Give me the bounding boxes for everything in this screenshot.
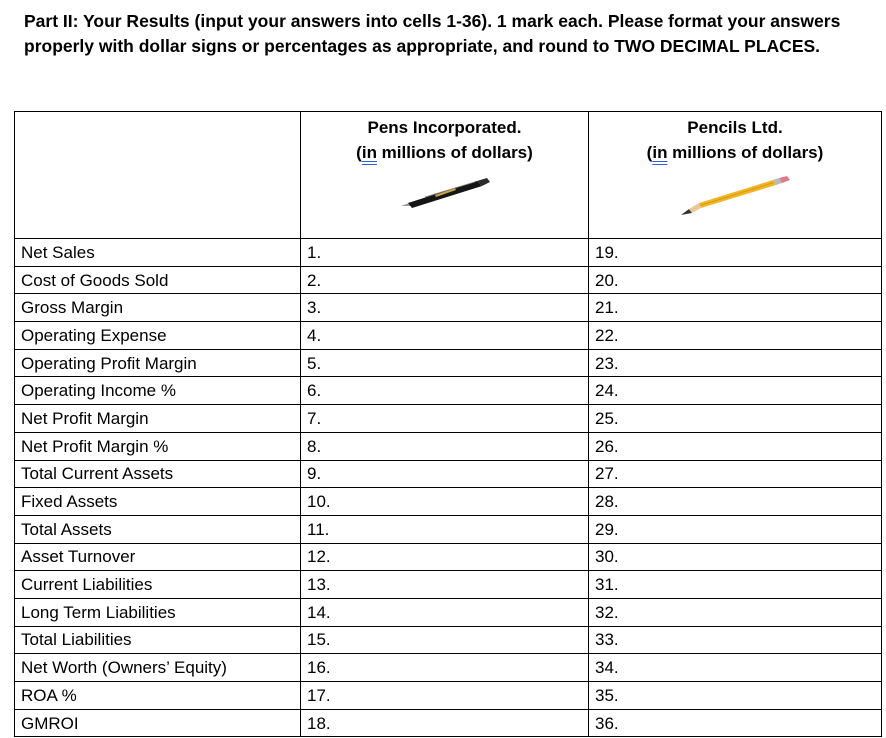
pencils-answer-cell[interactable]: 27. bbox=[589, 460, 882, 488]
pencils-answer-cell[interactable]: 30. bbox=[589, 543, 882, 571]
row-label: Net Profit Margin bbox=[15, 405, 301, 433]
pens-answer-cell[interactable]: 6. bbox=[301, 377, 589, 405]
table-row bbox=[15, 543, 882, 571]
table-row bbox=[15, 598, 882, 626]
table-row bbox=[15, 682, 882, 710]
table-row bbox=[15, 322, 882, 350]
row-label: Net Profit Margin % bbox=[15, 432, 301, 460]
table-row bbox=[15, 266, 882, 294]
pens-answer-cell[interactable]: 13. bbox=[301, 571, 589, 599]
pens-column-units: (in millions of dollars) bbox=[356, 143, 533, 162]
header-pencils-cell[interactable] bbox=[589, 112, 882, 239]
pencils-answer-cell[interactable]: 35. bbox=[589, 682, 882, 710]
row-label: Asset Turnover bbox=[15, 543, 301, 571]
row-label: Net Sales bbox=[15, 239, 301, 267]
row-label: Fixed Assets bbox=[15, 488, 301, 516]
pens-answer-cell[interactable]: 11. bbox=[301, 515, 589, 543]
pencils-answer-cell[interactable]: 22. bbox=[589, 322, 882, 350]
pens-answer-cell[interactable]: 1. bbox=[301, 239, 589, 267]
pencils-answer-cell[interactable]: 19. bbox=[589, 239, 882, 267]
pencils-answer-cell[interactable]: 23. bbox=[589, 349, 882, 377]
row-label: ROA % bbox=[15, 682, 301, 710]
row-label: Total Current Assets bbox=[15, 460, 301, 488]
instructions-heading: Part II: Your Results (input your answers into cells 1-36). 1 mark each. Please format your answers properly with dollar signs or percentages as appropriate, and round to TWO DECIMAL PLACES. bbox=[24, 11, 841, 56]
pens-answer-cell[interactable]: 10. bbox=[301, 488, 589, 516]
row-label: Net Worth (Owners’ Equity) bbox=[15, 654, 301, 682]
table-row bbox=[15, 377, 882, 405]
pens-answer-cell[interactable]: 7. bbox=[301, 405, 589, 433]
header-pens-cell[interactable] bbox=[301, 112, 589, 239]
pens-answer-cell[interactable]: 4. bbox=[301, 322, 589, 350]
table-row bbox=[15, 654, 882, 682]
table-row bbox=[15, 626, 882, 654]
pens-answer-cell[interactable]: 8. bbox=[301, 432, 589, 460]
table-row bbox=[15, 349, 882, 377]
pen-icon bbox=[395, 175, 495, 215]
pencils-answer-cell[interactable]: 25. bbox=[589, 405, 882, 433]
table-header-row bbox=[15, 112, 882, 239]
table-row bbox=[15, 405, 882, 433]
pencils-answer-cell[interactable]: 33. bbox=[589, 626, 882, 654]
row-label: Total Liabilities bbox=[15, 626, 301, 654]
pencil-icon bbox=[675, 175, 795, 219]
pencils-answer-cell[interactable]: 29. bbox=[589, 515, 882, 543]
row-label: Current Liabilities bbox=[15, 571, 301, 599]
table-row bbox=[15, 515, 882, 543]
pencils-answer-cell[interactable]: 21. bbox=[589, 294, 882, 322]
pens-answer-cell[interactable]: 12. bbox=[301, 543, 589, 571]
pencils-answer-cell[interactable]: 26. bbox=[589, 432, 882, 460]
row-label: Operating Expense bbox=[15, 322, 301, 350]
pens-answer-cell[interactable]: 14. bbox=[301, 598, 589, 626]
pencils-answer-cell[interactable]: 31. bbox=[589, 571, 882, 599]
table-row bbox=[15, 432, 882, 460]
table-row bbox=[15, 294, 882, 322]
row-label: Long Term Liabilities bbox=[15, 598, 301, 626]
pens-answer-cell[interactable]: 15. bbox=[301, 626, 589, 654]
table-row bbox=[15, 460, 882, 488]
pens-answer-cell[interactable]: 5. bbox=[301, 349, 589, 377]
pencils-answer-cell[interactable]: 28. bbox=[589, 488, 882, 516]
row-label: Operating Profit Margin bbox=[15, 349, 301, 377]
table-row bbox=[15, 709, 882, 737]
pens-column-title: Pens Incorporated. bbox=[367, 118, 522, 137]
table-row bbox=[15, 488, 882, 516]
table-row bbox=[15, 239, 882, 267]
pencils-answer-cell[interactable]: 34. bbox=[589, 654, 882, 682]
pens-answer-cell[interactable]: 18. bbox=[301, 709, 589, 737]
pencils-answer-cell[interactable]: 20. bbox=[589, 266, 882, 294]
pens-answer-cell[interactable]: 17. bbox=[301, 682, 589, 710]
pencils-answer-cell[interactable]: 24. bbox=[589, 377, 882, 405]
header-empty-cell bbox=[15, 112, 301, 239]
table-row bbox=[15, 571, 882, 599]
pens-answer-cell[interactable]: 16. bbox=[301, 654, 589, 682]
row-label: Total Assets bbox=[15, 515, 301, 543]
results-table bbox=[14, 111, 882, 737]
row-label: Cost of Goods Sold bbox=[15, 266, 301, 294]
pens-answer-cell[interactable]: 9. bbox=[301, 460, 589, 488]
pens-answer-cell[interactable]: 2. bbox=[301, 266, 589, 294]
pencils-column-units: (in millions of dollars) bbox=[646, 143, 824, 162]
row-label: GMROI bbox=[15, 709, 301, 737]
pens-answer-cell[interactable]: 3. bbox=[301, 294, 589, 322]
row-label: Operating Income % bbox=[15, 377, 301, 405]
pencils-answer-cell[interactable]: 32. bbox=[589, 598, 882, 626]
pencils-column-title: Pencils Ltd. bbox=[687, 118, 783, 137]
row-label: Gross Margin bbox=[15, 294, 301, 322]
pencils-answer-cell[interactable]: 36. bbox=[589, 709, 882, 737]
